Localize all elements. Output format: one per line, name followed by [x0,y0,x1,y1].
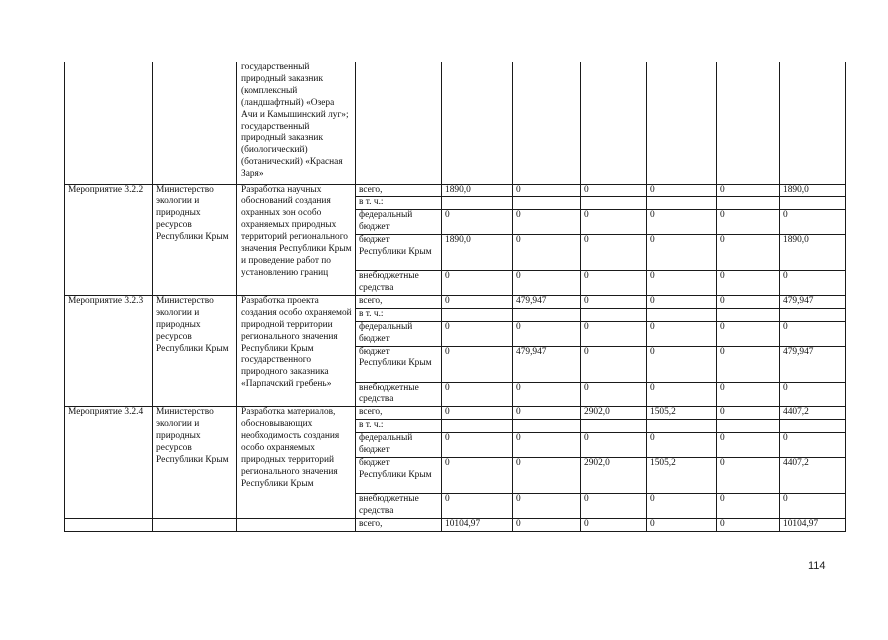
value-cell: 0 [647,518,717,531]
value-cell: 0 [717,235,780,271]
value-cell [780,420,846,433]
measure-description: Разработка научных обоснований создания охранных зон особо охраняемых природных территорий регионального значения Республики Крым и проведение работ по установлению границ [237,184,356,295]
executor-name: Министерство экологии и природных ресурсов Республики Крым [153,184,237,295]
value-cell: 10104,97 [442,518,513,531]
value-cell: 0 [647,346,717,382]
value-cell: 0 [780,494,846,519]
value-cell: 0 [513,210,581,235]
source-label: всего, [356,407,442,420]
value-cell: 0 [581,321,647,346]
value-cell: 1890,0 [442,184,513,197]
value-cell: 0 [581,295,647,308]
cell-empty [153,518,237,531]
value-cell: 0 [717,433,780,458]
value-cell: 0 [647,271,717,296]
value-cell: 0 [442,271,513,296]
source-label: внебюджетные средства [356,271,442,296]
value-cell: 0 [581,346,647,382]
value-cell [513,197,581,210]
value-cell: 479,947 [513,295,581,308]
value-cell: 0 [581,494,647,519]
value-cell: 0 [647,184,717,197]
executor-name: Министерство экологии и природных ресурсов Республики Крым [153,295,237,406]
source-label: внебюджетные средства [356,494,442,519]
source-label: всего, [356,184,442,197]
value-cell: 0 [717,271,780,296]
value-cell: 0 [647,433,717,458]
cell-empty [780,62,846,184]
funding-row [65,295,846,308]
source-label: федеральный бюджет [356,210,442,235]
value-cell: 0 [717,210,780,235]
value-cell: 0 [647,295,717,308]
value-cell: 0 [581,271,647,296]
cell-empty [513,62,581,184]
cell-empty [65,518,153,531]
value-cell: 0 [780,382,846,407]
value-cell: 0 [442,382,513,407]
cell-empty [356,62,442,184]
value-cell: 0 [717,184,780,197]
value-cell: 0 [780,321,846,346]
value-cell [581,420,647,433]
value-cell: 0 [581,382,647,407]
value-cell: 4407,2 [780,407,846,420]
executor-name: Министерство экологии и природных ресурсов Республики Крым [153,407,237,518]
value-cell: 0 [717,458,780,494]
cell-empty [237,518,356,531]
value-cell: 0 [513,518,581,531]
value-cell: 2902,0 [581,458,647,494]
value-cell [717,308,780,321]
value-cell: 0 [442,458,513,494]
value-cell: 0 [513,271,581,296]
source-label: федеральный бюджет [356,433,442,458]
value-cell: 0 [780,271,846,296]
value-cell [647,420,717,433]
value-cell: 0 [717,295,780,308]
value-cell: 0 [780,433,846,458]
source-label: всего, [356,295,442,308]
value-cell: 0 [717,321,780,346]
measure-description: Разработка материалов, обосновывающих необходимость создания особо охраняемых природных территорий регионального значения Республики Крым [237,407,356,518]
value-cell [513,308,581,321]
value-cell: 0 [581,210,647,235]
continuation-description: государственный природный заказник (комплексный (ландшафтный) «Озера Ачи и Камышинский луг»; государственный природный заказник (биологический) (ботанический) «Красная Заря» [237,62,356,184]
source-label: в т. ч.: [356,308,442,321]
value-cell: 1890,0 [780,184,846,197]
value-cell: 0 [513,382,581,407]
value-cell: 0 [442,346,513,382]
value-cell: 1505,2 [647,407,717,420]
value-cell: 0 [513,458,581,494]
source-label: бюджет Республики Крым [356,235,442,271]
value-cell: 0 [513,235,581,271]
value-cell: 0 [581,235,647,271]
value-cell: 0 [717,407,780,420]
source-label: внебюджетные средства [356,382,442,407]
source-label: в т. ч.: [356,420,442,433]
value-cell: 0 [780,210,846,235]
measure-name: Мероприятие 3.2.2 [65,184,153,295]
measure-name: Мероприятие 3.2.3 [65,295,153,406]
value-cell: 0 [647,235,717,271]
cell-empty [153,62,237,184]
value-cell: 0 [717,494,780,519]
value-cell [780,308,846,321]
value-cell [647,308,717,321]
cell-empty [717,62,780,184]
value-cell [717,420,780,433]
source-label: бюджет Республики Крым [356,346,442,382]
value-cell: 0 [513,494,581,519]
cell-empty [581,62,647,184]
value-cell: 0 [717,382,780,407]
value-cell [442,197,513,210]
value-cell [442,308,513,321]
value-cell [581,197,647,210]
value-cell: 0 [513,433,581,458]
value-cell: 479,947 [780,295,846,308]
value-cell: 1505,2 [647,458,717,494]
value-cell: 0 [442,210,513,235]
value-cell: 479,947 [780,346,846,382]
source-label: бюджет Республики Крым [356,458,442,494]
value-cell: 0 [442,494,513,519]
value-cell: 0 [442,407,513,420]
cell-empty [647,62,717,184]
value-cell: 0 [513,407,581,420]
value-cell: 0 [513,184,581,197]
value-cell: 0 [647,210,717,235]
value-cell [647,197,717,210]
value-cell: 1890,0 [442,235,513,271]
value-cell: 0 [513,321,581,346]
funding-row [65,184,846,197]
value-cell: 0 [581,518,647,531]
value-cell [780,197,846,210]
source-label: федеральный бюджет [356,321,442,346]
value-cell: 0 [442,433,513,458]
value-cell: 1890,0 [780,235,846,271]
value-cell: 0 [581,184,647,197]
measure-description: Разработка проекта создания особо охраняемой природной территории регионального значения Республики Крым государственного природного заказника «Парпачский гребень» [237,295,356,406]
value-cell: 4407,2 [780,458,846,494]
value-cell [513,420,581,433]
cell-empty [65,62,153,184]
budget-table [64,62,846,532]
value-cell [581,308,647,321]
continuation-row [65,62,846,184]
value-cell: 10104,97 [780,518,846,531]
source-label: всего, [356,518,442,531]
cell-empty [442,62,513,184]
value-cell: 2902,0 [581,407,647,420]
source-label: в т. ч.: [356,197,442,210]
value-cell: 0 [717,346,780,382]
value-cell: 0 [647,382,717,407]
value-cell: 0 [647,321,717,346]
measure-name: Мероприятие 3.2.4 [65,407,153,518]
value-cell: 0 [581,433,647,458]
value-cell [717,197,780,210]
grand-total-row [65,518,846,531]
page-number: 114 [808,560,826,572]
value-cell: 479,947 [513,346,581,382]
value-cell: 0 [442,295,513,308]
value-cell: 0 [717,518,780,531]
value-cell: 0 [442,321,513,346]
funding-row [65,407,846,420]
value-cell [442,420,513,433]
value-cell: 0 [647,494,717,519]
